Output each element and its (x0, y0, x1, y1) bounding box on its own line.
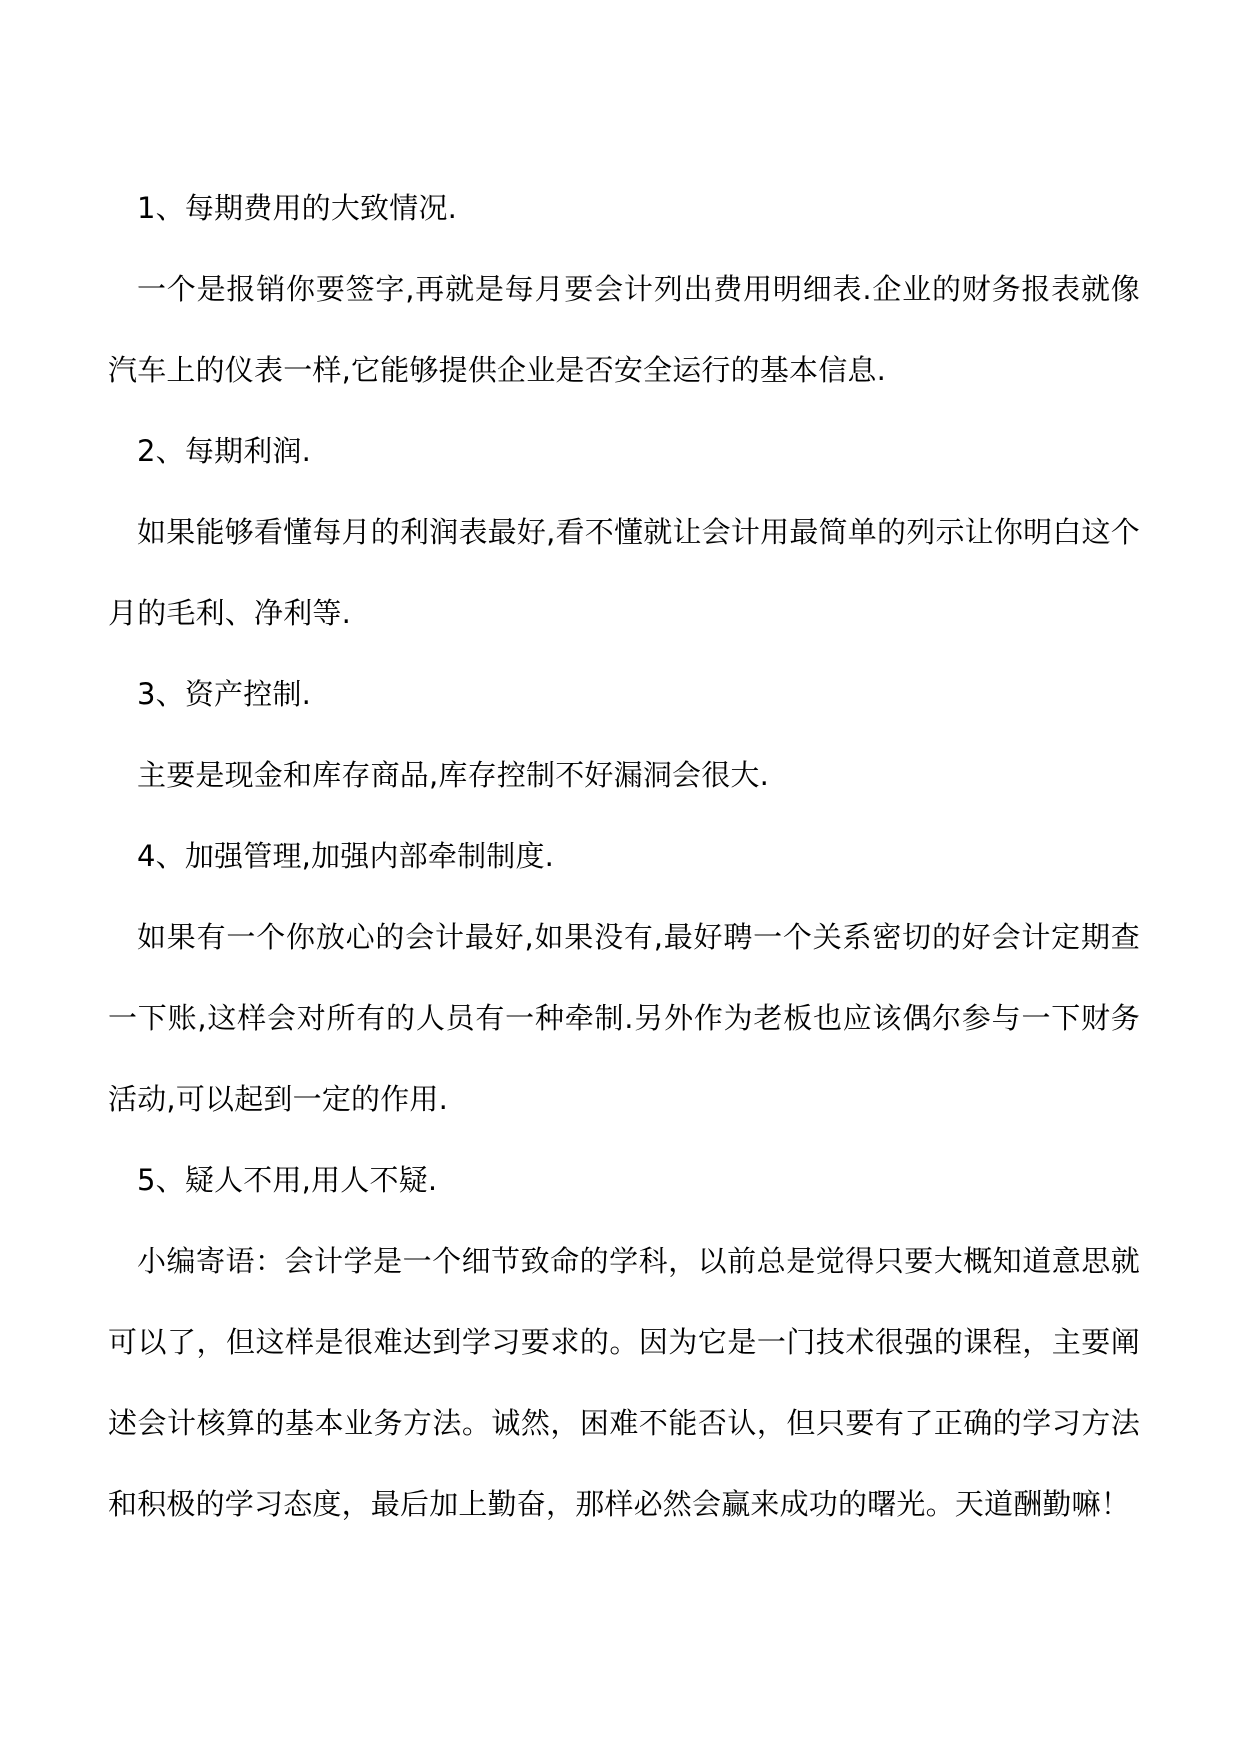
heading-asset-control: 3、资产控制. (137, 677, 312, 711)
paragraph-editor-note: 小编寄语：会计学是一个细节致命的学科，以前总是觉得只要大概知道意思就可以了，但这样是很难达到学习要求的。因为它是一门技术很强的课程，主要阐述会计核算的基本业务方法。诚然，困难不能否认，但只要有了正确的学习方法和积极的学习态度，最后加上勤奋，那样必然会赢来成功的曙光。天道酬勤嘛！ (108, 1244, 1140, 1521)
paragraph-asset-control: 主要是现金和库存商品,库存控制不好漏洞会很大. (137, 758, 770, 792)
paragraph-management: 如果有一个你放心的会计最好,如果没有,最好聘一个关系密切的好会计定期查一下账,这样会对所有的人员有一种牵制.另外作为老板也应该偶尔参与一下财务活动,可以起到一定的作用. (108, 920, 1140, 1116)
paragraph-expenses: 一个是报销你要签字,再就是每月要会计列出费用明细表.企业的财务报表就像汽车上的仪表一样,它能够提供企业是否安全运行的基本信息. (108, 272, 1140, 387)
document-body (108, 168, 1140, 1545)
heading-trust: 5、疑人不用,用人不疑. (137, 1163, 438, 1197)
paragraph-profit: 如果能够看懂每月的利润表最好,看不懂就让会计用最简单的列示让你明白这个月的毛利、净利等. (108, 515, 1140, 630)
heading-expenses: 1、每期费用的大致情况. (137, 191, 458, 225)
heading-profit: 2、每期利润. (137, 434, 312, 468)
heading-management: 4、加强管理,加强内部牵制制度. (137, 839, 555, 873)
